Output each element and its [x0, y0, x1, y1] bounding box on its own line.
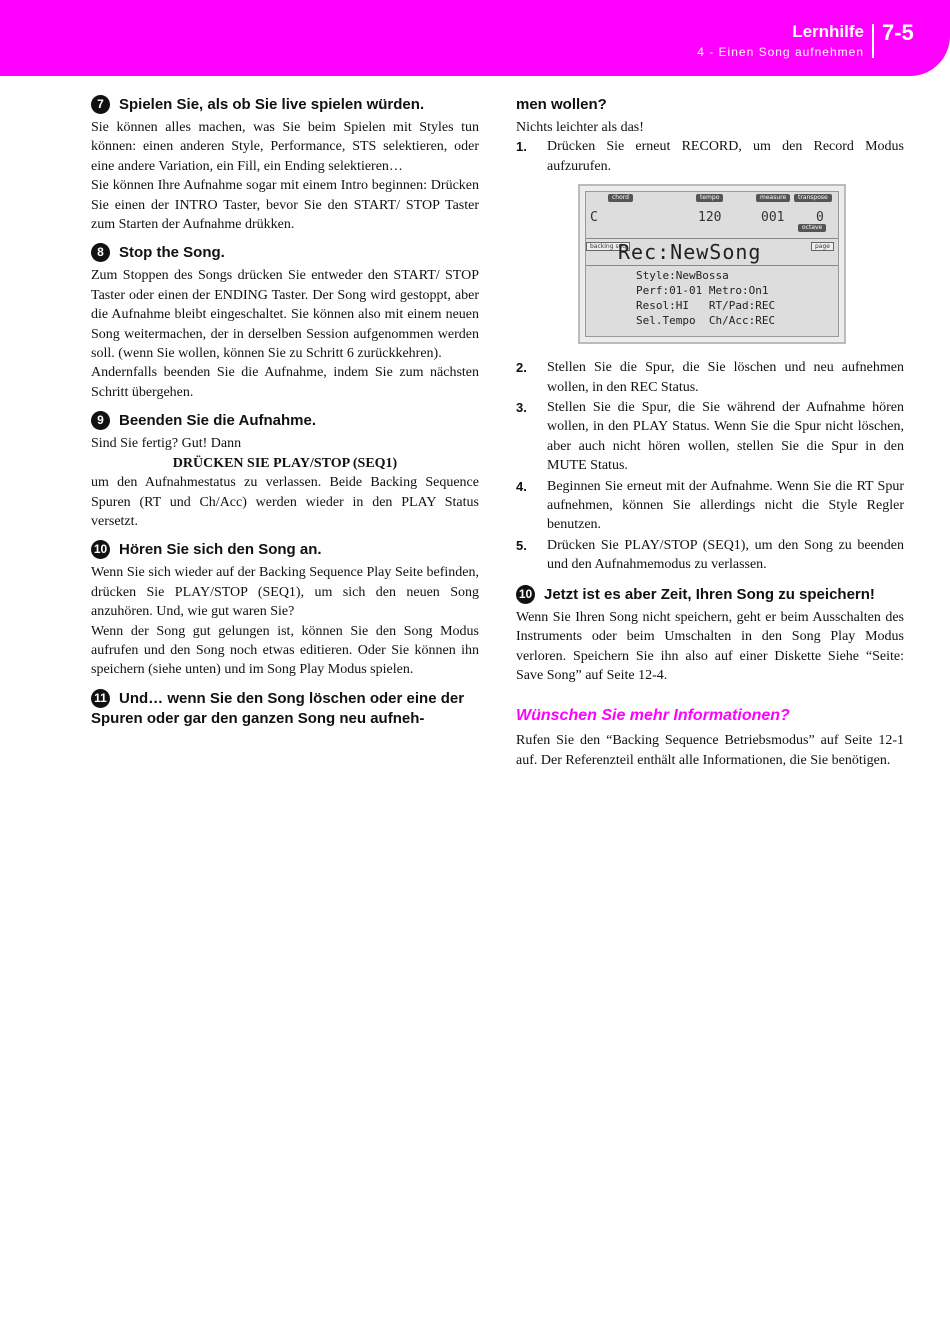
step-number: 5. [516, 537, 527, 553]
lcd-tag-chord: chord [608, 194, 633, 202]
step-list [516, 137, 904, 176]
section-heading [91, 243, 479, 263]
section-title: Spielen Sie, als ob Sie live spielen würden. [119, 96, 425, 113]
step-number: 4. [516, 478, 527, 494]
list-item [516, 358, 904, 397]
paragraph: Zum Stoppen des Songs drücken Sie entweder den START/ STOP Taster oder einen der ENDING Taster. Der Song wird gestoppt, aber die Aufnahme bleibt eingeschaltet. Sie können also mit einem neuen Song weitermachen, der in derselben Session aufgenommen werden soll. (wenn Sie wollen, können Sie zu Schritt 6 zurückkehren). [91, 268, 479, 362]
left-column [91, 95, 479, 738]
lcd-page-tag: page [811, 242, 834, 251]
lcd-tag-transpose: transpose [794, 194, 832, 202]
step-text: Beginnen Sie erneut mit der Aufnahme. Wenn Sie die RT Spur aufnehmen, können Sie allerdings nicht die Style Regler benutzen. [547, 478, 904, 533]
list-item [516, 398, 904, 476]
paragraph: Sind Sie fertig? Gut! Dann [91, 436, 242, 452]
section-title: Beenden Sie die Aufnahme. [119, 412, 316, 430]
lcd-line-2: Perf:01-01 Metro:On1 [636, 284, 769, 298]
lcd-tag-octave: octave [798, 224, 826, 232]
step-text: Stellen Sie die Spur, die Sie löschen und neu aufnehmen wollen, in den REC Status. [547, 360, 904, 395]
list-item [516, 137, 904, 176]
lcd-transpose-value: 0 [816, 210, 824, 226]
section-7 [91, 95, 479, 234]
step-number-badge: 10 [91, 540, 110, 559]
step-text: Drücken Sie PLAY/STOP (SEQ1), um den Song zu beenden und den Aufnahmemodus zu verlassen. [547, 537, 904, 573]
section-heading [91, 540, 479, 560]
section-title: Und… wenn Sie den Song löschen oder eine der Spuren oder gar den ganzen Song neu aufneh- [91, 689, 465, 727]
info-heading: Wünschen Sie mehr Informationen? [516, 707, 790, 725]
step-number: 1. [516, 139, 527, 155]
paragraph: um den Aufnahmestatus zu verlassen. Beide Backing Sequence Spuren (RT und Ch/Acc) werden wieder in den PLAY Status versetzt. [91, 475, 479, 529]
step-number-badge: 8 [91, 243, 110, 262]
step-number-badge: 7 [91, 95, 110, 114]
lcd-chord-value: C [590, 210, 598, 226]
lcd-tempo-value: 120 [698, 210, 722, 226]
section-10-save [516, 585, 904, 686]
section-9 [91, 411, 479, 531]
step-number-badge: 10 [516, 585, 535, 604]
section-heading [91, 689, 479, 729]
section-title: Hören Sie sich den Song an. [119, 541, 322, 559]
lcd-record-title: Rec:NewSong [618, 240, 762, 265]
step-number: 3. [516, 400, 527, 416]
step-text: Stellen Sie die Spur, die Sie während der Aufnahme hören wollen, in den PLAY Status. Wenn Sie die Spur nicht löschen, aber auch nicht hören wollen, stellen Sie die Spur in den MUTE Status. [547, 400, 904, 474]
section-heading [516, 585, 904, 605]
lcd-display-image [578, 184, 846, 344]
list-item [516, 477, 904, 535]
paragraph: Rufen Sie den “Backing Sequence Betriebsmodus” auf Seite 12-1 auf. Der Referenzteil enthält alle Informationen, die Sie benötigen. [516, 733, 904, 768]
step-text: Drücken Sie erneut RECORD, um den Record Modus aufzurufen. [547, 139, 904, 174]
step-number: 2. [516, 360, 527, 376]
section-11 [91, 689, 479, 729]
lcd-line-1: Style:NewBossa [636, 269, 729, 283]
lcd-measure-value: 001 [761, 210, 785, 226]
lcd-screen [585, 191, 839, 337]
lcd-line-4: Sel.Tempo Ch/Acc:REC [636, 314, 776, 328]
page-header [0, 0, 950, 76]
paragraph: Wenn Sie Ihren Song nicht speichern, geht er beim Ausschalten des Instruments oder beim Umschalten in den Song Play Modus verloren. Speichern Sie ihn also auf einer Diskette Siehe “Seite: Save Song” auf Seite 12-4. [516, 609, 904, 683]
list-item [516, 536, 904, 575]
right-column [516, 95, 904, 770]
header-subtitle: 4 - Einen Song aufnehmen [697, 45, 864, 59]
section-title: Jetzt ist es aber Zeit, Ihren Song zu speichern! [544, 585, 875, 603]
header-title: Lernhilfe [792, 22, 864, 41]
section-10 [91, 540, 479, 679]
paragraph: Andernfalls beenden Sie die Aufnahme, indem Sie zum nächsten Schritt übergehen. [91, 365, 479, 400]
lcd-divider [586, 265, 838, 266]
step-number-badge: 11 [91, 689, 110, 708]
section-heading [91, 95, 479, 115]
step-list [516, 358, 904, 574]
section-title: Stop the Song. [119, 244, 225, 262]
lcd-backing-tag: backing seq [586, 242, 630, 251]
lcd-tag-tempo: tempo [696, 194, 723, 202]
section-heading [91, 411, 479, 431]
lcd-line-3: Resol:HI RT/Pad:REC [636, 299, 776, 313]
paragraph: Wenn der Song gut gelungen ist, können Sie den Song Modus aufrufen und den Song noch etwas editieren. Oder Sie können ihn speichern (siehe unten) und im Song Play Modus spielen. [91, 623, 479, 678]
section-title-continued: men wollen? [516, 96, 607, 113]
command-text: DRÜCKEN SIE PLAY/STOP (SEQ1) [172, 455, 398, 471]
paragraph: Sie können alles machen, was Sie beim Spielen mit Styles tun können: einen anderen Style, Performance, STS selektieren, oder eine andere Variation, ein Fill, ein Ending selektieren… [91, 120, 479, 174]
section-8 [91, 243, 479, 402]
paragraph: Wenn Sie sich wieder auf der Backing Sequence Play Seite befinden, drücken Sie PLAY/STOP (SEQ1), um sich den neuen Song anzuhören. Und, wie gut waren Sie? [91, 565, 479, 620]
lcd-status-bar [586, 192, 838, 239]
step-number-badge: 9 [91, 411, 110, 430]
paragraph: Sie können Ihre Aufnahme sogar mit einem Intro beginnen: Drücken Sie einen der INTRO Taster, bevor Sie den START/ STOP Taster zum Starten der Aufnahme drükken. [91, 178, 479, 233]
header-divider [872, 24, 874, 58]
lcd-tag-measure: measure [756, 194, 790, 202]
paragraph: Nichts leichter als das! [516, 120, 644, 135]
page-number: 7-5 [882, 20, 914, 45]
